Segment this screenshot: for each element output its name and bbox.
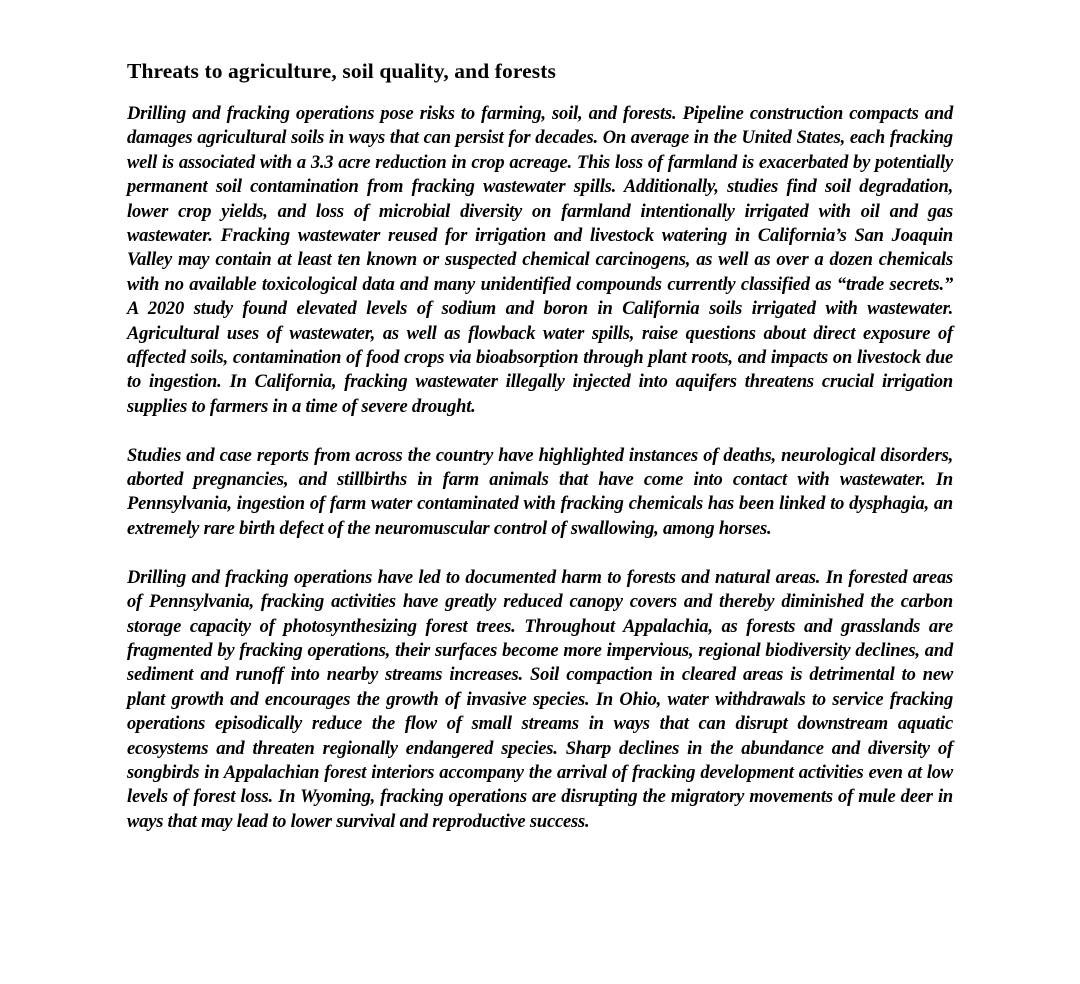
paragraph-agriculture: Drilling and fracking operations pose risks to farming, soil, and forests. Pipeline construction compacts and damages agricultural soils in ways that can persist for decades. On average in the United States, each fracking well is associated with a 3.3 acre reduction in crop acreage. This loss of farmland is exacerbated by potentially permanent soil contamination from fracking wastewater spills. Additionally, studies find soil degradation, lower crop yields, and loss of microbial diversity on farmland intentionally irrigated with oil and gas wastewater. Fracking wastewater reused for irrigation and livestock watering in California’s San Joaquin Valley may contain at least ten known or suspected chemical carcinogens, as well as over a dozen chemicals with no available toxicological data and many unidentified compounds currently classified as “trade secrets.” A 2020 study found elevated levels of sodium and boron in California soils irrigated with wastewater. Agricultural uses of wastewater, as well as flowback water spills, raise questions about direct exposure of affected soils, contamination of food crops via bioabsorption through plant roots, and impacts on livestock due to ingestion. In California, fracking wastewater illegally injected into aquifers threatens crucial irrigation supplies to farmers in a time of severe drought. (127, 104, 953, 417)
document-page (127, 56, 953, 859)
paragraph-forests: Drilling and fracking operations have led to documented harm to forests and natural areas. In forested areas of Pennsylvania, fracking activities have greatly reduced canopy covers and thereby diminished the carbon storage capacity of photosynthesizing forest trees. Throughout Appalachia, as forests and grasslands are fragmented by fracking operations, their surfaces become more impervious, regional biodiversity declines, and sediment and runoff into nearby streams increases. Soil compaction in cleared areas is detrimental to new plant growth and encourages the growth of invasive species. In Ohio, water withdrawals to service fracking operations episodically reduce the flow of small streams in ways that can disrupt downstream aquatic ecosystems and threaten regionally endangered species. Sharp declines in the abundance and diversity of songbirds in Appalachian forest interiors accompany the arrival of fracking development activities even at low levels of forest loss. In Wyoming, fracking operations are disrupting the migratory movements of mule deer in ways that may lead to lower survival and reproductive success. (127, 567, 953, 832)
paragraph-livestock: Studies and case reports from across the country have highlighted instances of deaths, neurological disorders, aborted pregnancies, and stillbirths in farm animals that have come into contact with wastewater. In Pennsylvania, ingestion of farm water contaminated with fracking chemicals has been linked to dysphagia, an extremely rare birth defect of the neuromuscular control of swallowing, among horses. (127, 445, 953, 539)
section-heading: Threats to agriculture, soil quality, and forests (127, 59, 556, 83)
